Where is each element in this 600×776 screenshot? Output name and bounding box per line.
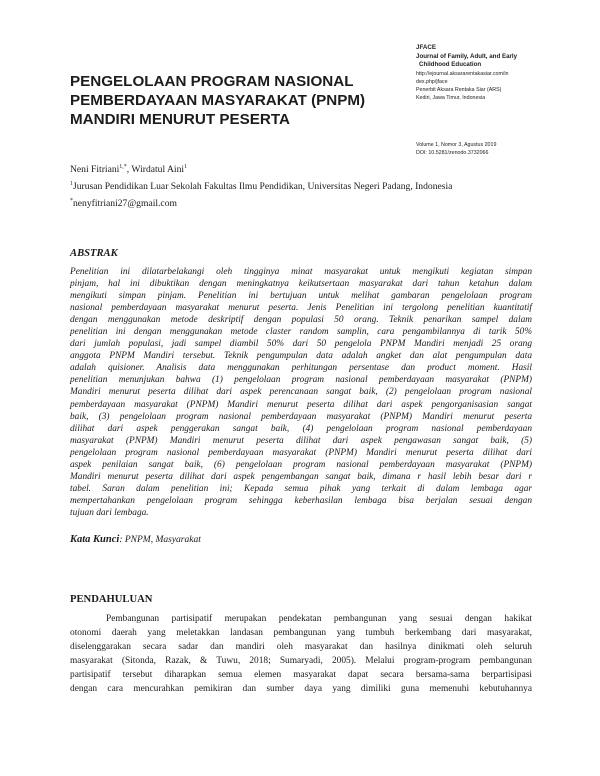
paper-title	[70, 72, 370, 129]
abstract-line: pemberdayaan masyarakat (PNPM) Mandiri menurut peserta dilihat dari aspek pengorganisasian sangat	[70, 399, 532, 410]
abstract-heading: ABSTRAK	[70, 248, 118, 259]
introduction-heading: PENDAHULUAN	[70, 594, 153, 605]
abstract-line: Mandiri menurut peserta dilihat dari aspek pengembangan sangat baik, dimana r hasil lebih besar dari r	[70, 471, 532, 482]
journal-url[interactable]: http://ejournal.aksararentakasiar.com/in	[416, 70, 509, 77]
email-line	[70, 194, 452, 211]
title-line: PEMBERDAYAAN MASYARAKAT (PNPM)	[70, 92, 366, 109]
keywords-label: Kata Kunci	[70, 534, 120, 545]
abstract-line: dilihat dari aspek penggerakan sangat baik, (4) pengelolaan program nasional pemberdayaan	[70, 423, 532, 434]
abstract-body	[70, 266, 532, 519]
body-line: partisipatif tersebut diharapkan semua elemen masyarakat dapat secara bersama-sama berpartisipasi	[70, 670, 532, 681]
abstract-line: nasional pemberdayaan masyarakat menurut peserta. Jenis Penelitian ini tergolong penelitian kuantitatif	[70, 303, 532, 314]
abstract-line: Mandiri menurut peserta dilihat dari aspek perencanaan sangat baik, (2) pengelolaan program nasional	[70, 387, 532, 398]
author-sup: 1,*	[119, 164, 127, 170]
body-line: otonomi daerah yang meletakkan landasan pembangunan yang tumbuh berkembang dari masyarakat,	[70, 628, 532, 639]
author-separator: ,	[126, 164, 132, 176]
title-line: PENGELOLAAN PROGRAM NASIONAL	[70, 73, 354, 90]
abstract-line: mengikuti simpan pinjam. Penelitian ini bertujuan untuk melihat gambaran pengelolaan program	[70, 291, 532, 302]
affiliation-sup: 1	[70, 181, 73, 188]
journal-volume: Volume 1, Nomor 3, Agustus 2019	[416, 141, 497, 148]
journal-doi[interactable]: DOI: 10.5281/zenodo.3732066	[416, 149, 489, 156]
email-sup: *	[70, 198, 73, 205]
abstract-line: tabel. Saran dalam penelitian ini; Kepada semua pihak yang terkait di dalam lembaga agar	[70, 483, 532, 494]
abstract-line: tujuan dari lembaga.	[70, 507, 149, 518]
abstract-line: pinjam, hal ini dibuktikan dengan meningkatnya keikutsertaan masyarakat dari tahun ketahun dalam	[70, 279, 532, 290]
abstract-line: anggota PNPM Mandiri tersebut. Teknik pengumpulan data adalah angket dan alat pengumpulan data	[70, 351, 532, 362]
body-line: diselenggarakan secara sadar dan mandiri oleh masyarakat dan hasilnya dinikmati oleh seluruh	[70, 642, 532, 653]
author-sup: 1	[184, 164, 188, 170]
journal-url-cont[interactable]: dex.php/jface	[416, 78, 448, 85]
introduction-body	[70, 612, 532, 696]
journal-info	[416, 44, 566, 157]
abstract-line: pengelolaan program nasional pemberdayaan masyarakat (PNPM) Mandiri menurut peserta dilihat dari	[70, 447, 532, 458]
email[interactable]: nenyfitriani27@gmail.com	[73, 198, 177, 210]
abstract-line: penelitian ini dengan menggunakan metode claster random samplin, cara pengambilannya di tarik 50%	[70, 327, 532, 338]
journal-location: Kediri, Jawa Timur, Indonesia	[416, 94, 486, 101]
affiliation-line	[70, 177, 452, 194]
affiliation: Jurusan Pendidikan Luar Sekolah Fakultas Ilmu Pendidikan, Universitas Negeri Padang, Indonesia	[73, 181, 453, 193]
journal-full-name-cont: Childhood Education	[419, 61, 482, 68]
author-block	[70, 160, 452, 212]
keywords	[70, 534, 201, 545]
abstract-line: dari jumlah populasi, jadi sampel diambil 50% dari 50 pengelola PNPM Mandiri menjadi 25 orang	[70, 339, 532, 350]
title-line: MANDIRI MENURUT PESERTA	[70, 111, 290, 128]
abstract-line: Penelitian ini dilatarbelakangi oleh tingginya minat masyarakat untuk mengikuti kegiatan simpan	[70, 267, 532, 277]
abstract-line: aspek penilaian sangat baik, (6) pengelolaan program nasional pemberdayaan masyarakat (PNPM)	[70, 459, 532, 470]
author-name: Neni Fitriani	[70, 164, 120, 176]
abstract-line: mempertahankan pengelolaan program sehingga keberhasilan lembaga bisa berjalan sesuai dengan	[70, 495, 532, 506]
abstract-line: dengan menggunakan metode deskriptif dengan populasi 50 orang. Teknik penarikan sampel dalam	[70, 315, 532, 326]
keywords-value: : PNPM, Masyarakat	[119, 535, 201, 545]
abstract-line: adalah quisioner. Analisis data menggunakan perhitungan persentase dan product moment. Hasil	[70, 363, 532, 374]
journal-publisher: Penerbit Aksara Rentaka Siar (ARS)	[416, 86, 502, 93]
journal-full-name: Journal of Family, Adult, and Early	[416, 52, 518, 60]
journal-short-name: JFACE	[416, 44, 436, 51]
abstract-line: baik, (3) pengelolaan program nasional pemberdayaan masyarakat (PNPM) Mandiri menurut peserta	[70, 411, 532, 422]
author-line	[70, 160, 452, 177]
author-name: Wirdatul Aini	[131, 164, 185, 176]
abstract-line: penelitian menunjukan bahwa (1) pengelolaan program nasional pemberdayaan masyarakat (PNPM)	[70, 375, 532, 386]
abstract-line: masyarakat (PNPM) Mandiri menurut peserta dilihat dari aspek pengawasan sangat baik, (5)	[70, 435, 532, 446]
body-line: dengan cara mencurahkan pemikiran dan sumber daya yang dimiliki guna memenuhi kebutuhannya	[70, 684, 532, 695]
body-line: masyarakat (Sitonda, Razak, & Tuwu, 2018; Sumaryadi, 2005). Melalui program-program pembangunan	[70, 656, 532, 667]
body-line: Pembangunan partisipatif merupakan pendekatan pembangunan yang sesuai dengan hakikat	[106, 614, 532, 624]
